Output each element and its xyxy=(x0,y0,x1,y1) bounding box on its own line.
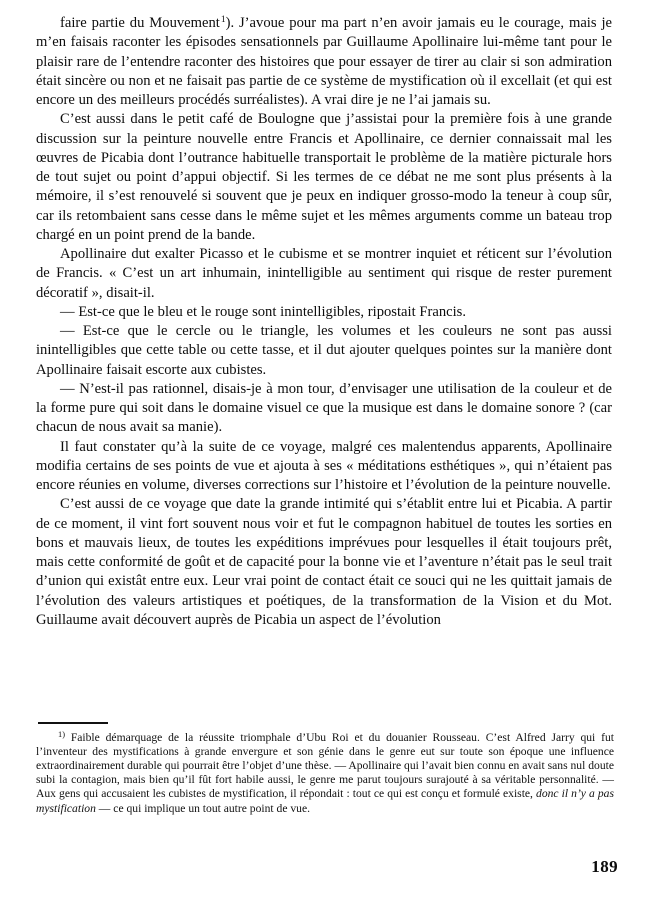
footnote-text xyxy=(36,731,614,816)
paragraph-apollinaire-picasso: Apollinaire dut exalter Picasso et le cubisme et se montrer inquiet et réticent sur l’évolution de Francis. « C’est un art inhumain, inintelligible au sentiment qui risque de rester purement décoratif », disait-il. xyxy=(36,246,612,301)
paragraph-constater: Il faut constater qu’à la suite de ce voyage, malgré ces malentendus apparents, Apollinaire modifia certains de ses points de vue et ajouta à ses « méditations esthétiques », qui n’étaient pas encore réunies en volume, diverses corrections sur l’histoire et l’évolution de la peinture nouvelle. xyxy=(36,438,612,493)
footnote-separator-rule xyxy=(38,722,108,724)
paragraph-mouvement xyxy=(36,14,612,110)
paragraph-dialogue-cercle: — Est-ce que le cercle ou le triangle, les volumes et les couleurs ne sont pas aussi inintelligibles que cette table ou cette tasse, et il dut ajouter quelques pointes sur la manière dont Apollinaire faisait escorte aux cubistes. xyxy=(36,323,612,378)
paragraph-lead-text: faire partie du Mouvement xyxy=(60,15,220,31)
page-number: 189 xyxy=(591,857,618,876)
footnote-part-two: — ce qui implique un tout autre point de vue. xyxy=(95,801,311,815)
body-text-column xyxy=(36,14,612,630)
footnote-number-marker: 1) xyxy=(58,729,65,739)
paragraph-boulogne: C’est aussi dans le petit café de Boulogne que j’assistai pour la première fois à une grande discussion sur la peinture nouvelle entre Francis et Apollinaire, ce dernier connaissait mal les œuvres de Picabia dont l’outrance habituelle transportait le problème de la matière picturale hors de tout sujet ou point d’appui objectif. Si les termes de ce débat ne me sont plus présents à la mémoire, il s’est renouvelé si souvent que je peux en indiquer grosso-modo la teneur à coup sûr, car ils retombaient sans cesse dans le même sujet et les mêmes arguments comme un bateau trop chargé en un point prend de la bande. xyxy=(36,111,612,243)
paragraph-rest-text: ). J’avoue pour ma part n’en avoir jamais eu le courage, mais je m’en faisais raconter les épisodes sensationnels par Guillaume Apollinaire lui-même tant pour le plaisir rare de l’entendre raconter des histoires que pour essayer de tirer au clair si son admiration était sincère ou non et ne faisait pas partie de ce système de mystification où il excellait (et qui est encore un des meilleurs procédés surréalistes). A vrai dire je ne l’ai jamais su. xyxy=(36,15,612,108)
paragraph-intimite: C’est aussi de ce voyage que date la grande intimité qui s’établit entre lui et Picabia. A partir de ce moment, il vint fort souvent nous voir et fut le compagnon habituel de toutes les sorties en bons et mauvais lieux, de toutes les expéditions imprévues pour lesquelles il était toujours prêt, mais cette conformité de goût et de capacité pour la bonne vie et l’aventure n’était pas le seul trait d’union qui existât entre eux. Leur vrai point de contact était ce souci qui ne les quittait jamais de l’évolution des valeurs artistiques et poétiques, de la transformation de la Vision et du Mot. Guillaume avait découvert auprès de Picabia un aspect de l’évolution xyxy=(36,496,612,628)
paragraph-dialogue-bleu: — Est-ce que le bleu et le rouge sont inintelligibles, ripostait Francis. xyxy=(60,303,466,320)
footnote-reference-marker[interactable]: 1 xyxy=(220,15,226,25)
footnote-part-one: Faible démarquage de la réussite triomphale d’Ubu Roi et du douanier Rousseau. C’est Alfred Jarry qui fut l’inventeur des mystifications à grande envergure et son génie dans le genre eut sur toute son époque une influence extraordinairement durable qui pourrait être l’objet d’une thèse. — Apollinaire qui l’avait bien connu en avait sans nul doute subi la contagion, mais bien qu’il fût fort habile aussi, le genre me parut toujours surajouté à sa véritable personnalité. — Aux gens qui accusaient les cubistes de mystification, il répondait : tout ce qui est conçu et formulé existe, xyxy=(36,730,614,801)
footnote-block xyxy=(36,722,614,816)
paragraph-dialogue-rationnel: — N’est-il pas rationnel, disais-je à mon tour, d’envisager une utilisation de la couleur et de la forme pure qui soit dans le domaine visuel ce que la musique est dans le domaine sonore ? (car chacun de nous avait sa manie). xyxy=(36,380,612,436)
footnote-italic-phrase: donc il n’y a pas mystification xyxy=(36,787,614,815)
